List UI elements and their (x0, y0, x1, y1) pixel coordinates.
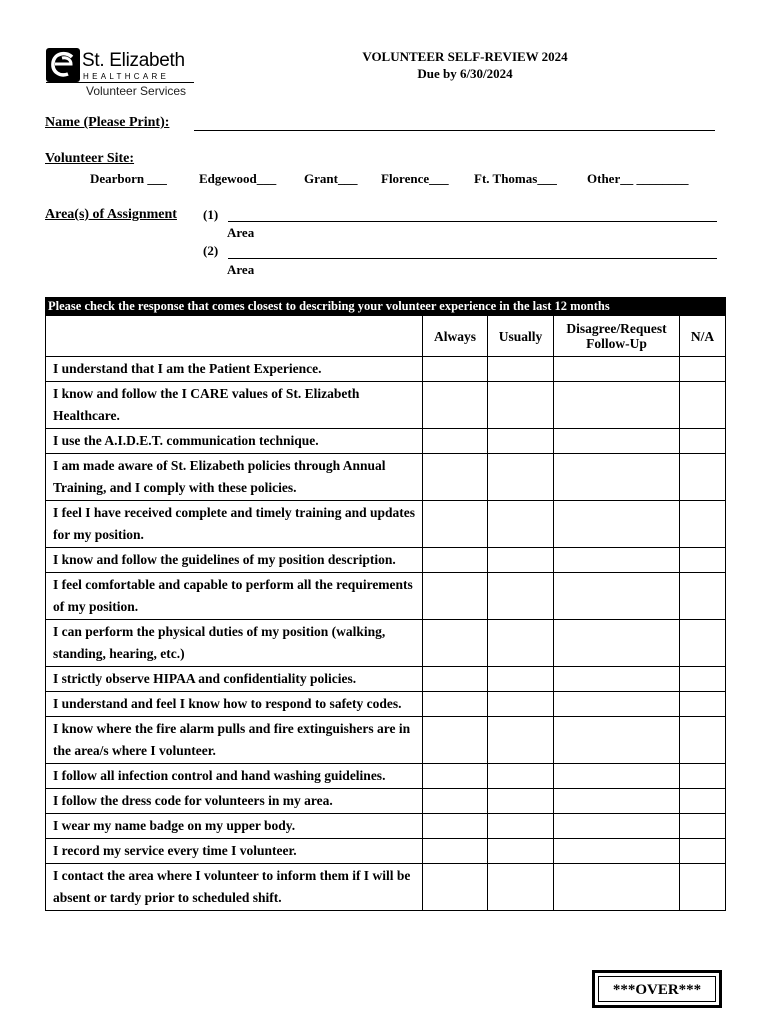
area2-caption: Area (227, 262, 255, 277)
question-text: I feel I have received complete and timely training and updates for my position. (46, 501, 423, 548)
response-cell-disagree[interactable] (554, 357, 680, 382)
question-row (46, 839, 726, 864)
response-cell-always[interactable] (423, 382, 488, 429)
area1-field[interactable] (228, 221, 717, 222)
response-cell-usually[interactable] (488, 429, 554, 454)
response-cell-always[interactable] (423, 789, 488, 814)
question-row (46, 789, 726, 814)
question-row (46, 382, 726, 429)
column-header-always: Always (423, 316, 488, 357)
question-row (46, 717, 726, 764)
question-row (46, 764, 726, 789)
response-cell-na[interactable] (680, 789, 726, 814)
logo-sub-text: HEALTHCARE (83, 72, 170, 81)
question-text: I know and follow the I CARE values of St. Elizabeth Healthcare. (46, 382, 423, 429)
organization-logo (46, 46, 196, 101)
response-cell-usually[interactable] (488, 382, 554, 429)
question-text: I know and follow the guidelines of my position description. (46, 548, 423, 573)
response-cell-usually[interactable] (488, 573, 554, 620)
response-cell-always[interactable] (423, 717, 488, 764)
logo-brand-text: St. Elizabeth (82, 50, 185, 71)
response-cell-na[interactable] (680, 717, 726, 764)
question-row (46, 667, 726, 692)
response-cell-na[interactable] (680, 620, 726, 667)
question-text: I feel comfortable and capable to perform all the requirements of my position. (46, 573, 423, 620)
question-row (46, 357, 726, 382)
area2-field[interactable] (228, 258, 717, 259)
response-cell-disagree[interactable] (554, 764, 680, 789)
response-cell-na[interactable] (680, 548, 726, 573)
response-cell-usually[interactable] (488, 667, 554, 692)
response-cell-disagree[interactable] (554, 839, 680, 864)
response-cell-always[interactable] (423, 667, 488, 692)
response-cell-na[interactable] (680, 692, 726, 717)
response-cell-na[interactable] (680, 573, 726, 620)
document-title: VOLUNTEER SELF-REVIEW 2024 (362, 49, 568, 64)
column-header-row (46, 316, 726, 357)
response-cell-usually[interactable] (488, 620, 554, 667)
response-cell-usually[interactable] (488, 717, 554, 764)
response-cell-always[interactable] (423, 501, 488, 548)
response-cell-always[interactable] (423, 814, 488, 839)
logo-divider (46, 82, 194, 83)
response-cell-always[interactable] (423, 454, 488, 501)
response-cell-always[interactable] (423, 839, 488, 864)
question-row (46, 548, 726, 573)
question-row (46, 454, 726, 501)
site-option-grant[interactable]: Grant___ (304, 171, 358, 186)
response-cell-usually[interactable] (488, 764, 554, 789)
due-date: Due by 6/30/2024 (417, 66, 513, 81)
response-cell-usually[interactable] (488, 814, 554, 839)
response-cell-na[interactable] (680, 764, 726, 789)
response-cell-disagree[interactable] (554, 382, 680, 429)
over-text: ***OVER*** (598, 976, 716, 1002)
response-cell-always[interactable] (423, 692, 488, 717)
logo-department: Volunteer Services (86, 84, 187, 98)
response-cell-na[interactable] (680, 501, 726, 548)
name-field[interactable] (194, 130, 715, 131)
column-header-na: N/A (680, 316, 726, 357)
response-cell-na[interactable] (680, 864, 726, 911)
response-cell-always[interactable] (423, 864, 488, 911)
question-text: I know where the fire alarm pulls and fire extinguishers are in the area/s where I volunteer. (46, 717, 423, 764)
question-text: I can perform the physical duties of my position (walking, standing, hearing, etc.) (46, 620, 423, 667)
question-text: I contact the area where I volunteer to inform them if I will be absent or tardy prior to scheduled shift. (46, 864, 423, 911)
response-cell-disagree[interactable] (554, 789, 680, 814)
site-option-florence[interactable]: Florence___ (381, 171, 449, 186)
name-label: Name (Please Print): (45, 115, 170, 130)
question-row (46, 429, 726, 454)
response-cell-usually[interactable] (488, 692, 554, 717)
question-row (46, 864, 726, 911)
question-text: I am made aware of St. Elizabeth policies through Annual Training, and I comply with these policies. (46, 454, 423, 501)
response-cell-disagree[interactable] (554, 667, 680, 692)
response-cell-always[interactable] (423, 429, 488, 454)
area1-caption: Area (227, 225, 255, 240)
question-row (46, 620, 726, 667)
column-header-usually: Usually (488, 316, 554, 357)
question-text: I wear my name badge on my upper body. (46, 814, 423, 839)
site-option-ft-thomas[interactable]: Ft. Thomas___ (474, 171, 557, 186)
site-option-other[interactable]: Other__ ________ (587, 171, 689, 186)
response-cell-na[interactable] (680, 382, 726, 429)
column-header-disagree: Disagree/Request Follow-Up (554, 316, 680, 357)
question-text: I strictly observe HIPAA and confidentiality policies. (46, 667, 423, 692)
question-text: I understand and feel I know how to respond to safety codes. (46, 692, 423, 717)
response-cell-disagree[interactable] (554, 429, 680, 454)
over-box (592, 970, 722, 1008)
st-elizabeth-logo-icon (46, 48, 80, 82)
question-text: I follow all infection control and hand washing guidelines. (46, 764, 423, 789)
question-row (46, 814, 726, 839)
response-cell-always[interactable] (423, 357, 488, 382)
question-row (46, 501, 726, 548)
response-cell-disagree[interactable] (554, 548, 680, 573)
instructions-banner: Please check the response that comes closest to describing your volunteer experience in the last 12 months (46, 298, 726, 316)
response-cell-disagree[interactable] (554, 864, 680, 911)
question-row (46, 692, 726, 717)
question-row (46, 573, 726, 620)
response-cell-usually[interactable] (488, 864, 554, 911)
question-column-header (46, 316, 423, 357)
response-cell-na[interactable] (680, 357, 726, 382)
response-cell-usually[interactable] (488, 501, 554, 548)
response-cell-usually[interactable] (488, 454, 554, 501)
response-cell-na[interactable] (680, 839, 726, 864)
response-cell-disagree[interactable] (554, 573, 680, 620)
response-cell-disagree[interactable] (554, 717, 680, 764)
response-cell-usually[interactable] (488, 839, 554, 864)
area1-number: (1) (203, 207, 219, 222)
area-assignment-label: Area(s) of Assignment (45, 207, 177, 222)
response-cell-usually[interactable] (488, 789, 554, 814)
response-cell-usually[interactable] (488, 357, 554, 382)
site-option-dearborn[interactable]: Dearborn ___ (90, 171, 167, 186)
question-text: I follow the dress code for volunteers in my area. (46, 789, 423, 814)
response-cell-na[interactable] (680, 667, 726, 692)
self-review-table (45, 297, 726, 911)
response-cell-na[interactable] (680, 454, 726, 501)
response-cell-disagree[interactable] (554, 620, 680, 667)
response-cell-na[interactable] (680, 814, 726, 839)
area2-number: (2) (203, 243, 219, 258)
response-cell-disagree[interactable] (554, 814, 680, 839)
response-cell-always[interactable] (423, 548, 488, 573)
response-cell-usually[interactable] (488, 548, 554, 573)
response-cell-disagree[interactable] (554, 454, 680, 501)
response-cell-disagree[interactable] (554, 501, 680, 548)
response-cell-always[interactable] (423, 764, 488, 789)
question-text: I use the A.I.D.E.T. communication technique. (46, 429, 423, 454)
volunteer-site-label: Volunteer Site: (45, 151, 135, 166)
response-cell-disagree[interactable] (554, 692, 680, 717)
question-text: I record my service every time I volunteer. (46, 839, 423, 864)
question-rows (46, 357, 726, 911)
site-option-edgewood[interactable]: Edgewood___ (199, 171, 277, 186)
response-cell-always[interactable] (423, 573, 488, 620)
response-cell-na[interactable] (680, 429, 726, 454)
question-text: I understand that I am the Patient Experience. (46, 357, 423, 382)
response-cell-always[interactable] (423, 620, 488, 667)
